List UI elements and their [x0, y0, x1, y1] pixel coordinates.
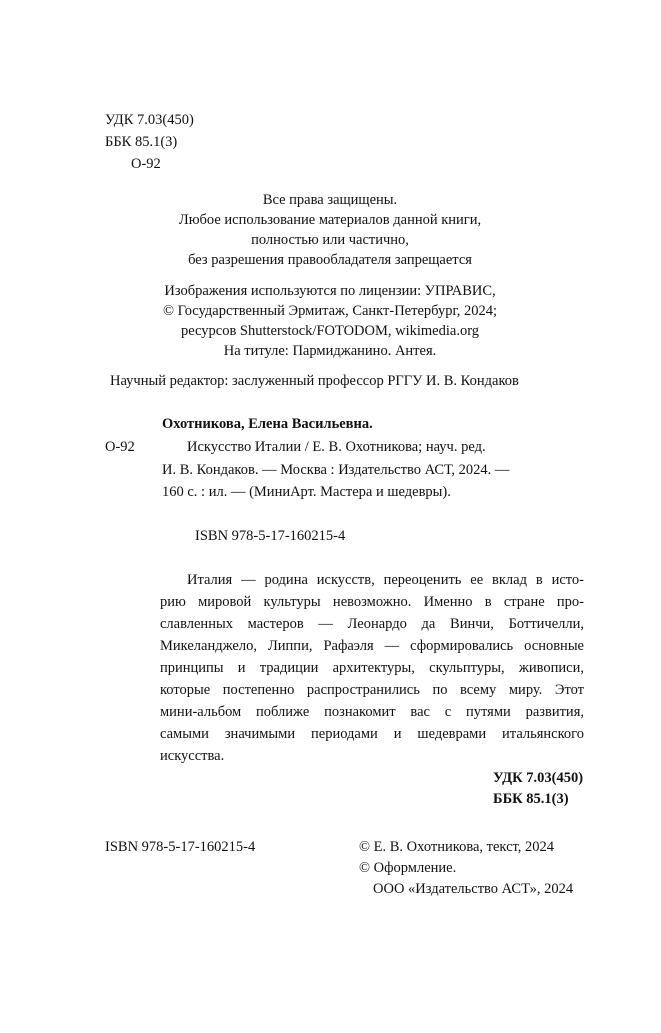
bib-author-mark: О-92: [105, 439, 135, 455]
copyright-line: © Оформление.: [359, 860, 457, 876]
annotation-line: Микеланджело, Липпи, Рафаэля — сформировались основные: [160, 638, 584, 654]
author-heading: Охотникова, Елена Васильевна.: [162, 416, 373, 432]
annotation-line: Италия — родина искусств, переоценить ее вклад в исто-: [187, 572, 584, 588]
annotation-line: которые постепенно распространились по всему миру. Этот: [160, 682, 584, 698]
scientific-editor: Научный редактор: заслуженный профессор РГГУ И. В. Кондаков: [110, 373, 519, 389]
annotation-line: самыми значимыми периодами и шедеврами итальянского: [160, 726, 584, 742]
footer-isbn: ISBN 978-5-17-160215-4: [105, 839, 256, 855]
copyright-line: ООО «Издательство АСТ», 2024: [373, 881, 574, 897]
annotation-line: принципы и традиции архитектуры, скульптуры, живописи,: [160, 660, 584, 676]
bib-line: И. В. Кондаков. — Москва : Издательство АСТ, 2024. —: [162, 462, 510, 478]
rights-line: полностью или частично,: [251, 232, 409, 248]
bbk-code: ББК 85.1(3): [105, 134, 178, 150]
credit-line: ресурсов Shutterstock/FOTODOM, wikimedia.org: [180, 323, 480, 339]
copyright-line: © Е. В. Охотникова, текст, 2024: [359, 839, 555, 855]
bib-line: Искусство Италии / Е. В. Охотникова; науч. ред.: [187, 439, 486, 455]
credit-line: © Государственный Эрмитаж, Санкт-Петербург, 2024;: [162, 303, 498, 319]
rights-line: Любое использование материалов данной книги,: [178, 212, 482, 228]
rights-line: без разрешения правообладателя запрещается: [188, 252, 472, 268]
udk-code: УДК 7.03(450): [105, 112, 194, 128]
annotation-line: славленных мастеров — Леонардо да Винчи, Боттичелли,: [160, 616, 584, 632]
isbn: ISBN 978-5-17-160215-4: [195, 528, 346, 544]
bib-line: 160 с. : ил. — (МиниАрт. Мастера и шедевры).: [162, 484, 451, 500]
rights-notice: [100, 190, 560, 270]
author-mark: О-92: [131, 156, 161, 172]
annotation-line: мини-альбом поближе познакомит вас с путями развития,: [160, 704, 584, 720]
udk-code-bottom: УДК 7.03(450): [493, 770, 584, 786]
annotation-line: рию мировой культуры невозможно. Именно в стране про-: [160, 594, 584, 610]
annotation-line: искусства.: [160, 748, 225, 764]
credit-line: Изображения используются по лицензии: УПРАВИС,: [164, 283, 496, 299]
images-credit: [110, 281, 550, 361]
bbk-code-bottom: ББК 85.1(3): [493, 791, 569, 807]
rights-line: Все права защищены.: [262, 192, 398, 208]
credit-line: На титуле: Пармиджанино. Антея.: [223, 343, 437, 359]
